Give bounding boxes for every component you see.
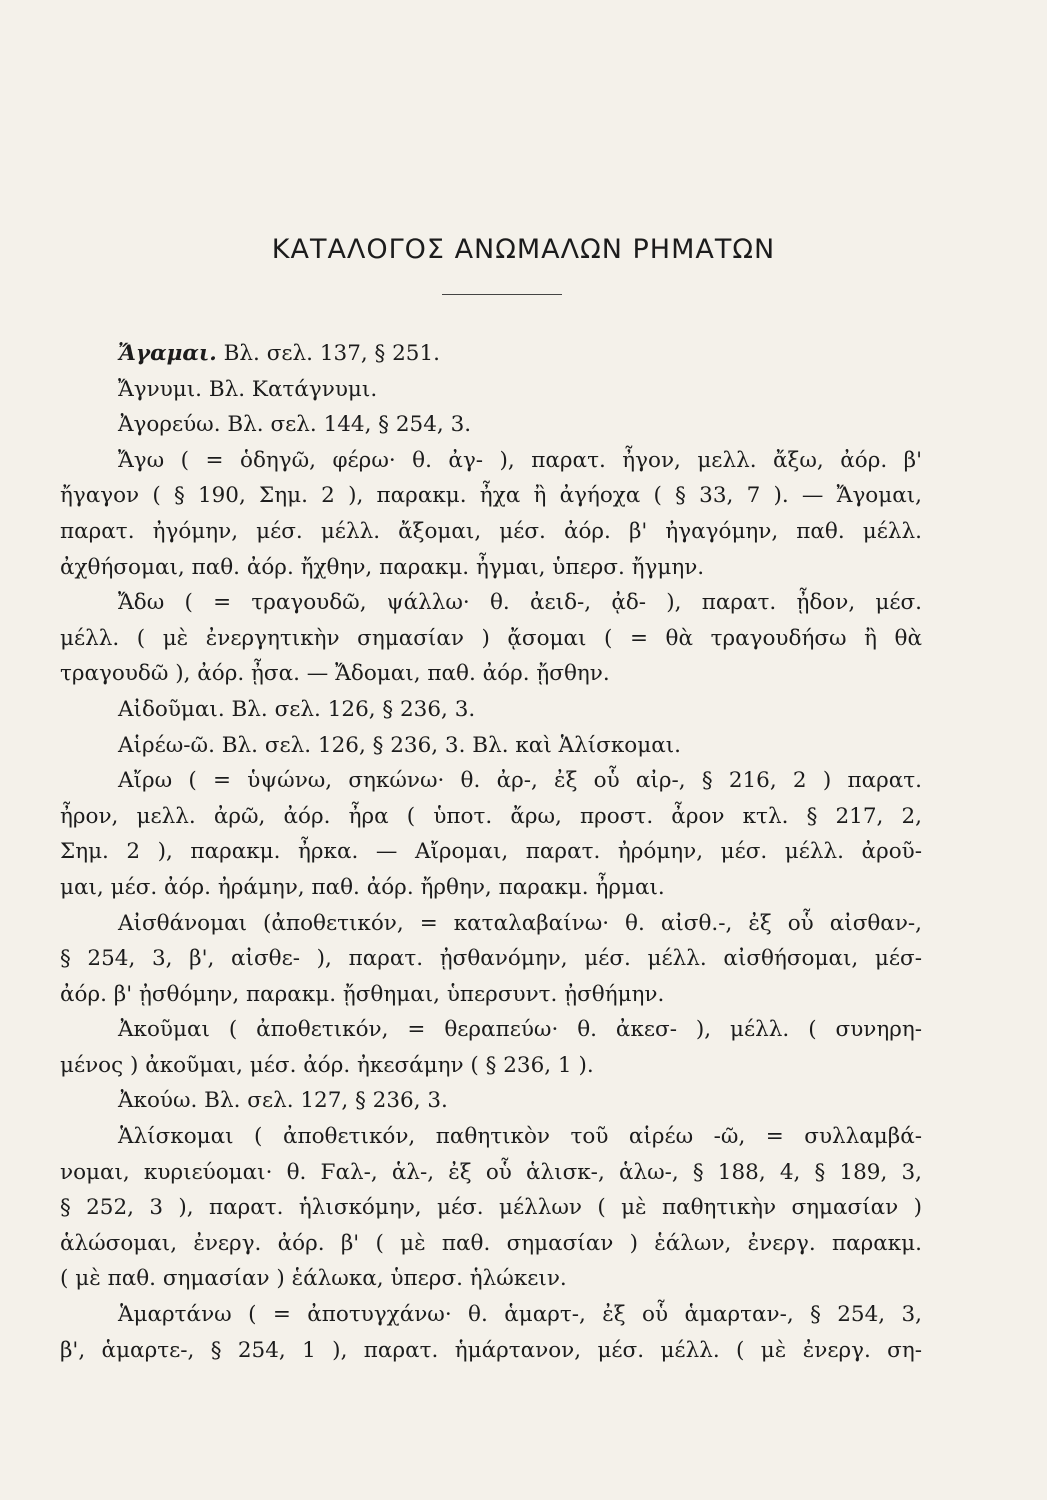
entry-line: παρατ. ἠγόμην, μέσ. μέλλ. ἄξομαι, μέσ. ἀόρ. β' ἠγαγόμην, παθ. μέλλ. (60, 518, 922, 544)
entry-line-first: Ἄγω ( = ὁδηγῶ, φέρω· θ. ἀγ- ), παρατ. ἦγον, μελλ. ἄξω, ἀόρ. β' (118, 447, 922, 473)
page-title: ΚΑΤΑΛΟΓΟΣ ΑΝΩΜΑΛΩΝ ΡΗΜΑΤΩΝ (271, 234, 776, 265)
entry-line-first: Ἄγνυμι. Βλ. Κατάγνυμι. (118, 376, 378, 402)
entry-line: Σημ. 2 ), παρακμ. ἦρκα. — Αἴρομαι, παρατ. ἠρόμην, μέσ. μέλλ. ἀροῦ- (60, 839, 922, 865)
entry-line: μένος ) ἀκοῦμαι, μέσ. ἀόρ. ἠκεσάμην ( § 236, 1 ). (60, 1052, 594, 1078)
verb-catalog (60, 336, 922, 1368)
entry-line: ἁλώσομαι, ἐνεργ. ἀόρ. β' ( μὲ παθ. σημασίαν ) ἑάλων, ἐνεργ. παρακμ. (60, 1230, 922, 1256)
entry-line: § 254, 3, β', αἰσθε- ), παρατ. ᾐσθανόμην, μέσ. μέλλ. αἰσθήσομαι, μέσ- (60, 946, 922, 972)
entry-line-first: Ἄδω ( = τραγουδῶ, ψάλλω· θ. ἀειδ-, ᾀδ- ), παρατ. ᾖδον, μέσ. (118, 590, 922, 616)
entry-line: β', ἁμαρτε-, § 254, 1 ), παρατ. ἡμάρτανον, μέσ. μέλλ. ( μὲ ἐνεργ. ση- (60, 1337, 922, 1363)
entry-line: ἀόρ. β' ᾐσθόμην, παρακμ. ᾔσθημαι, ὑπερσυντ. ᾐσθήμην. (60, 981, 665, 1007)
entry-line-first: Ἄγαμαι. Βλ. σελ. 137, § 251. (118, 341, 440, 366)
entry-line-first: Ἀκούω. Βλ. σελ. 127, § 236, 3. (118, 1088, 448, 1114)
title-divider (442, 294, 562, 295)
entry-line: ἦρον, μελλ. ἀρῶ, ἀόρ. ἦρα ( ὑποτ. ἄρω, προστ. ἆρον κτλ. § 217, 2, (60, 803, 922, 829)
entry-line-first: Ἁλίσκομαι ( ἀποθετικόν, παθητικὸν τοῦ αἱρέω -ῶ, = συλλαμβά- (118, 1124, 922, 1150)
entry-line-first: Ἀκοῦμαι ( ἀποθετικόν, = θεραπεύω· θ. ἀκεσ- ), μέλλ. ( συνηρη- (118, 1017, 922, 1043)
entry-line: μέλλ. ( μὲ ἐνεργητικὴν σημασίαν ) ᾄσομαι ( = θὰ τραγουδήσω ἢ θὰ (60, 625, 922, 651)
entry-line: ( μὲ παθ. σημασίαν ) ἑάλωκα, ὑπερσ. ἡλώκειν. (60, 1266, 567, 1292)
entry-line-first: Αἰδοῦμαι. Βλ. σελ. 126, § 236, 3. (118, 696, 476, 722)
entry-line-first: Αἰσθάνομαι (ἀποθετικόν, = καταλαβαίνω· θ. αἰσθ.-, ἐξ οὗ αἰσθαν-, (118, 910, 922, 936)
entry-line-first: Αἱρέω-ῶ. Βλ. σελ. 126, § 236, 3. Βλ. καὶ Ἁλίσκομαι. (118, 732, 681, 758)
entry-line: νομαι, κυριεύομαι· θ. Ϝαλ-, ἁλ-, ἐξ οὗ ἁλισκ-, ἁλω-, § 188, 4, § 189, 3, (60, 1159, 922, 1185)
entry-line: § 252, 3 ), παρατ. ἡλισκόμην, μέσ. μέλλων ( μὲ παθητικὴν σημασίαν ) (60, 1195, 922, 1221)
entry-line-first: Ἁμαρτάνω ( = ἀποτυγχάνω· θ. ἁμαρτ-, ἐξ οὗ ἁμαρταν-, § 254, 3, (118, 1302, 922, 1328)
entry-line: τραγουδῶ ), ἀόρ. ᾖσα. — Ἄδομαι, παθ. ἀόρ. ᾔσθην. (60, 661, 610, 687)
entry-line-first: Αἴρω ( = ὑψώνω, σηκώνω· θ. ἀρ-, ἐξ οὗ αἰρ-, § 216, 2 ) παρατ. (118, 768, 922, 794)
entry-line: ἀχθήσομαι, παθ. ἀόρ. ἤχθην, παρακμ. ἦγμαι, ὑπερσ. ἤγμην. (60, 554, 705, 580)
entry-line: μαι, μέσ. ἀόρ. ἠράμην, παθ. ἀόρ. ἤρθην, παρακμ. ἦρμαι. (60, 874, 665, 900)
entry-headword: Ἄγαμαι. (118, 341, 217, 366)
entry-line: ἤγαγον ( § 190, Σημ. 2 ), παρακμ. ἦχα ἢ ἀγήοχα ( § 33, 7 ). — Ἄγομαι, (60, 483, 922, 509)
entry-line-first: Ἀγορεύω. Βλ. σελ. 144, § 254, 3. (118, 412, 472, 438)
